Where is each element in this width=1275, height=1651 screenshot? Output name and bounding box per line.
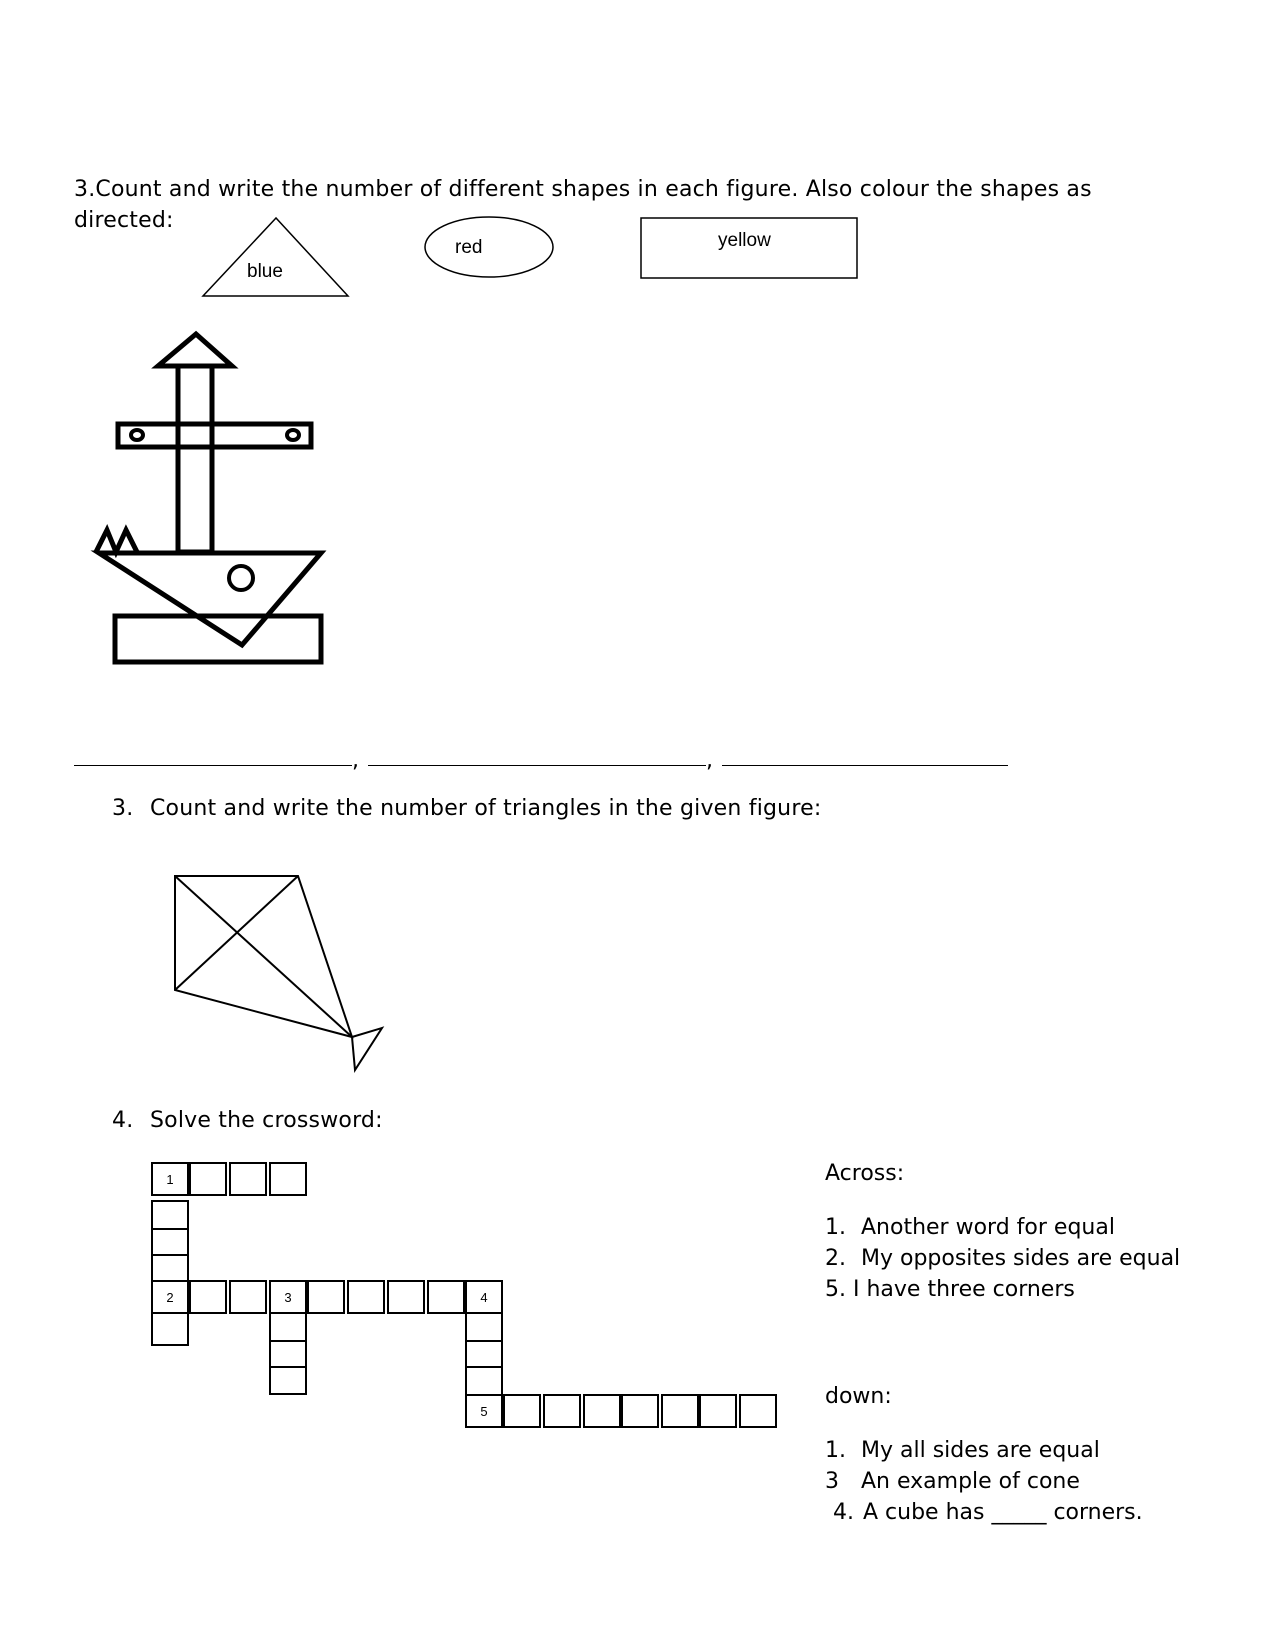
question-c-number: 4. — [112, 1108, 134, 1133]
across-clue-2-number: 2. — [825, 1246, 846, 1271]
down-clue-1-number: 1. — [825, 1438, 846, 1463]
across-clue-1-number: 1. — [825, 1215, 846, 1240]
crossword-cell[interactable] — [151, 1228, 189, 1256]
cell-number-1: 1 — [166, 1172, 174, 1187]
crossword-cell[interactable] — [229, 1280, 267, 1314]
crossword-cell[interactable] — [465, 1280, 503, 1314]
crossword-cell[interactable] — [503, 1394, 541, 1428]
oval-key-label: red — [455, 237, 483, 258]
crossword-cell[interactable] — [347, 1280, 385, 1314]
across-clue-3-number: 5. — [825, 1277, 846, 1302]
cell-number-3: 3 — [284, 1290, 292, 1305]
kite-tail-triangle — [352, 1028, 382, 1070]
cell-number-5: 5 — [480, 1404, 488, 1419]
crossword-cell[interactable] — [307, 1280, 345, 1314]
question-a-line2: directed: — [74, 208, 174, 233]
crossword-cell[interactable] — [427, 1280, 465, 1314]
crossword-cell[interactable] — [739, 1394, 777, 1428]
crossword-cell[interactable] — [269, 1162, 307, 1196]
crossword-cell[interactable] — [387, 1280, 425, 1314]
crossword-cell[interactable] — [269, 1280, 307, 1314]
crossword-cell[interactable] — [583, 1394, 621, 1428]
crossword-cell[interactable] — [621, 1394, 659, 1428]
answer-blank-3[interactable] — [722, 765, 1008, 766]
crossword-cell[interactable] — [269, 1340, 307, 1368]
question-c-text: Solve the crossword: — [150, 1108, 383, 1133]
down-clue-2-text: An example of cone — [861, 1469, 1080, 1494]
crossword-cell[interactable] — [465, 1394, 503, 1428]
down-clue-2-number: 3 — [825, 1469, 839, 1494]
crossword-cell[interactable] — [661, 1394, 699, 1428]
triangle-key-label: blue — [247, 261, 283, 282]
crossword-cell[interactable] — [189, 1162, 227, 1196]
crossword-cell[interactable] — [189, 1280, 227, 1314]
across-heading: Across: — [825, 1161, 905, 1186]
crossword-cell[interactable] — [269, 1312, 307, 1342]
down-clue-3-text: A cube has _____ corners. — [863, 1500, 1143, 1525]
kite-figure — [0, 0, 400, 1080]
crossword-cell[interactable] — [151, 1312, 189, 1346]
down-clue-3-number: 4. — [833, 1500, 854, 1525]
across-clue-1-text: Another word for equal — [861, 1215, 1115, 1240]
crossword-cell[interactable] — [151, 1200, 189, 1230]
question-b-text: Count and write the number of triangles in the given figure: — [150, 796, 822, 821]
question-b-number: 3. — [112, 796, 134, 821]
answer-comma-2: , — [706, 748, 713, 773]
down-clue-1-text: My all sides are equal — [861, 1438, 1100, 1463]
question-a-line1: 3.Count and write the number of different shapes in each figure. Also colour the shapes as — [74, 177, 1092, 202]
cell-number-2: 2 — [166, 1290, 174, 1305]
answer-blank-2[interactable] — [368, 765, 706, 766]
rectangle-key-label: yellow — [718, 230, 771, 251]
crossword-cell[interactable] — [229, 1162, 267, 1196]
crossword-cell[interactable] — [699, 1394, 737, 1428]
crossword-cell[interactable] — [151, 1162, 189, 1196]
down-heading: down: — [825, 1384, 892, 1409]
crossword-cell[interactable] — [465, 1340, 503, 1368]
crossword-cell[interactable] — [465, 1366, 503, 1396]
across-clue-2-text: My opposites sides are equal — [861, 1246, 1181, 1271]
crossword-cell[interactable] — [151, 1280, 189, 1314]
cell-number-4: 4 — [480, 1290, 488, 1305]
red-oval-key — [425, 217, 553, 277]
answer-comma-1: , — [352, 748, 359, 773]
crossword-cell[interactable] — [269, 1366, 307, 1395]
crossword-cell[interactable] — [151, 1254, 189, 1282]
across-clue-3-text: I have three corners — [853, 1277, 1075, 1302]
crossword-cell[interactable] — [465, 1312, 503, 1342]
crossword-cell[interactable] — [543, 1394, 581, 1428]
